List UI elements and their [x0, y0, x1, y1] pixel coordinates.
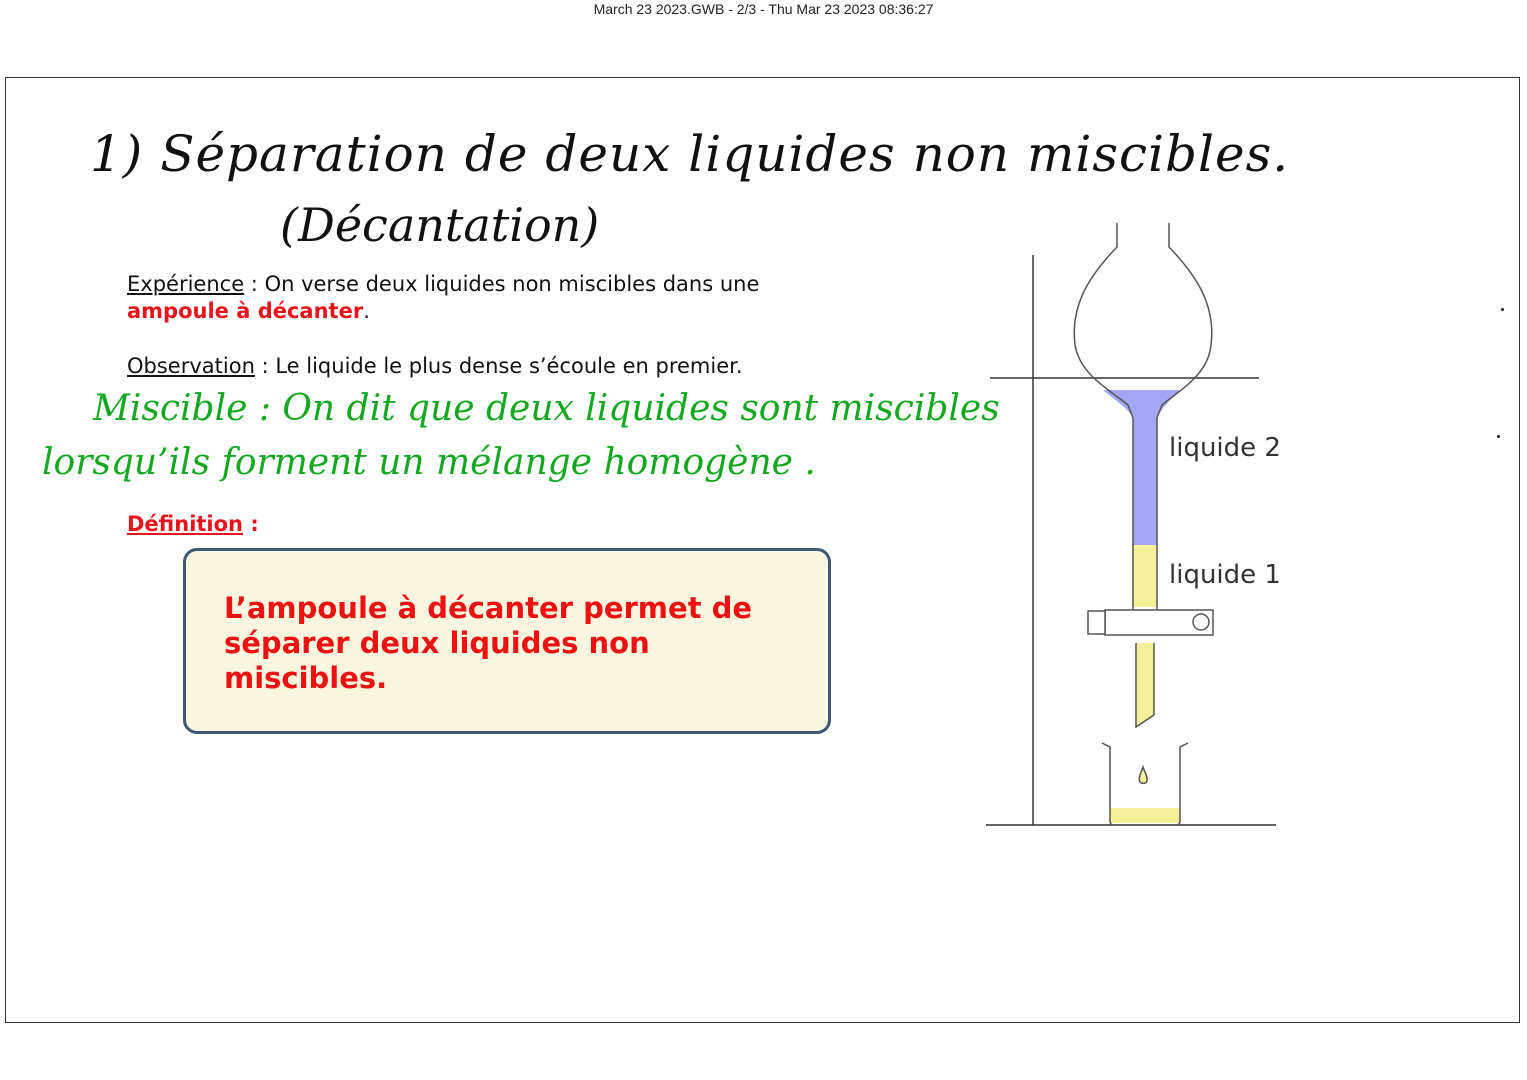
drop-icon	[1139, 767, 1147, 783]
observation-label: Observation	[127, 354, 255, 378]
heading-line-2: (Décantation)	[280, 198, 600, 252]
observation-separator: :	[254, 354, 276, 378]
heading-line-1: 1) Séparation de deux liquides non miscibles.	[90, 125, 1290, 183]
experience-line	[127, 272, 759, 296]
definition-box	[183, 548, 831, 734]
stopcock-handle	[1088, 611, 1105, 634]
definition-separator: :	[243, 512, 259, 536]
definition-label: Définition	[127, 512, 244, 536]
definition-line	[127, 512, 259, 536]
experience-text: On verse deux liquides non miscibles dans une	[264, 272, 760, 296]
stopcock-knob	[1193, 614, 1209, 630]
window-title: March 23 2023.GWB - 2/3 - Thu Mar 23 2023 08:36:27	[593, 1, 934, 17]
observation-line	[127, 354, 743, 378]
observation-text: Le liquide le plus dense s’écoule en premier.	[275, 354, 743, 378]
experience-highlight: ampoule à décanter	[127, 299, 364, 323]
beaker-liquid	[1110, 808, 1180, 823]
stem-liquid-fill	[1136, 643, 1154, 727]
miscible-note-line-1: Miscible : On dit que deux liquides sont miscibles	[93, 388, 1000, 429]
experience-separator: :	[244, 272, 265, 296]
stray-dot	[1501, 308, 1504, 311]
separatory-funnel-diagram	[980, 215, 1290, 835]
stray-dot	[1497, 435, 1500, 438]
definition-text: L’ampoule à décanter permet de séparer deux liquides non miscibles.	[224, 591, 753, 695]
liquid-2-fill	[1103, 390, 1180, 545]
label-liquid-2: liquide 2	[1169, 433, 1281, 463]
experience-line-2	[127, 299, 370, 323]
experience-label: Expérience	[127, 272, 245, 296]
experience-end: .	[363, 299, 370, 323]
liquid-1-fill	[1133, 545, 1157, 607]
label-liquid-1: liquide 1	[1169, 560, 1281, 590]
miscible-note-line-2: lorsqu’ils forment un mélange homogène .	[42, 442, 816, 483]
